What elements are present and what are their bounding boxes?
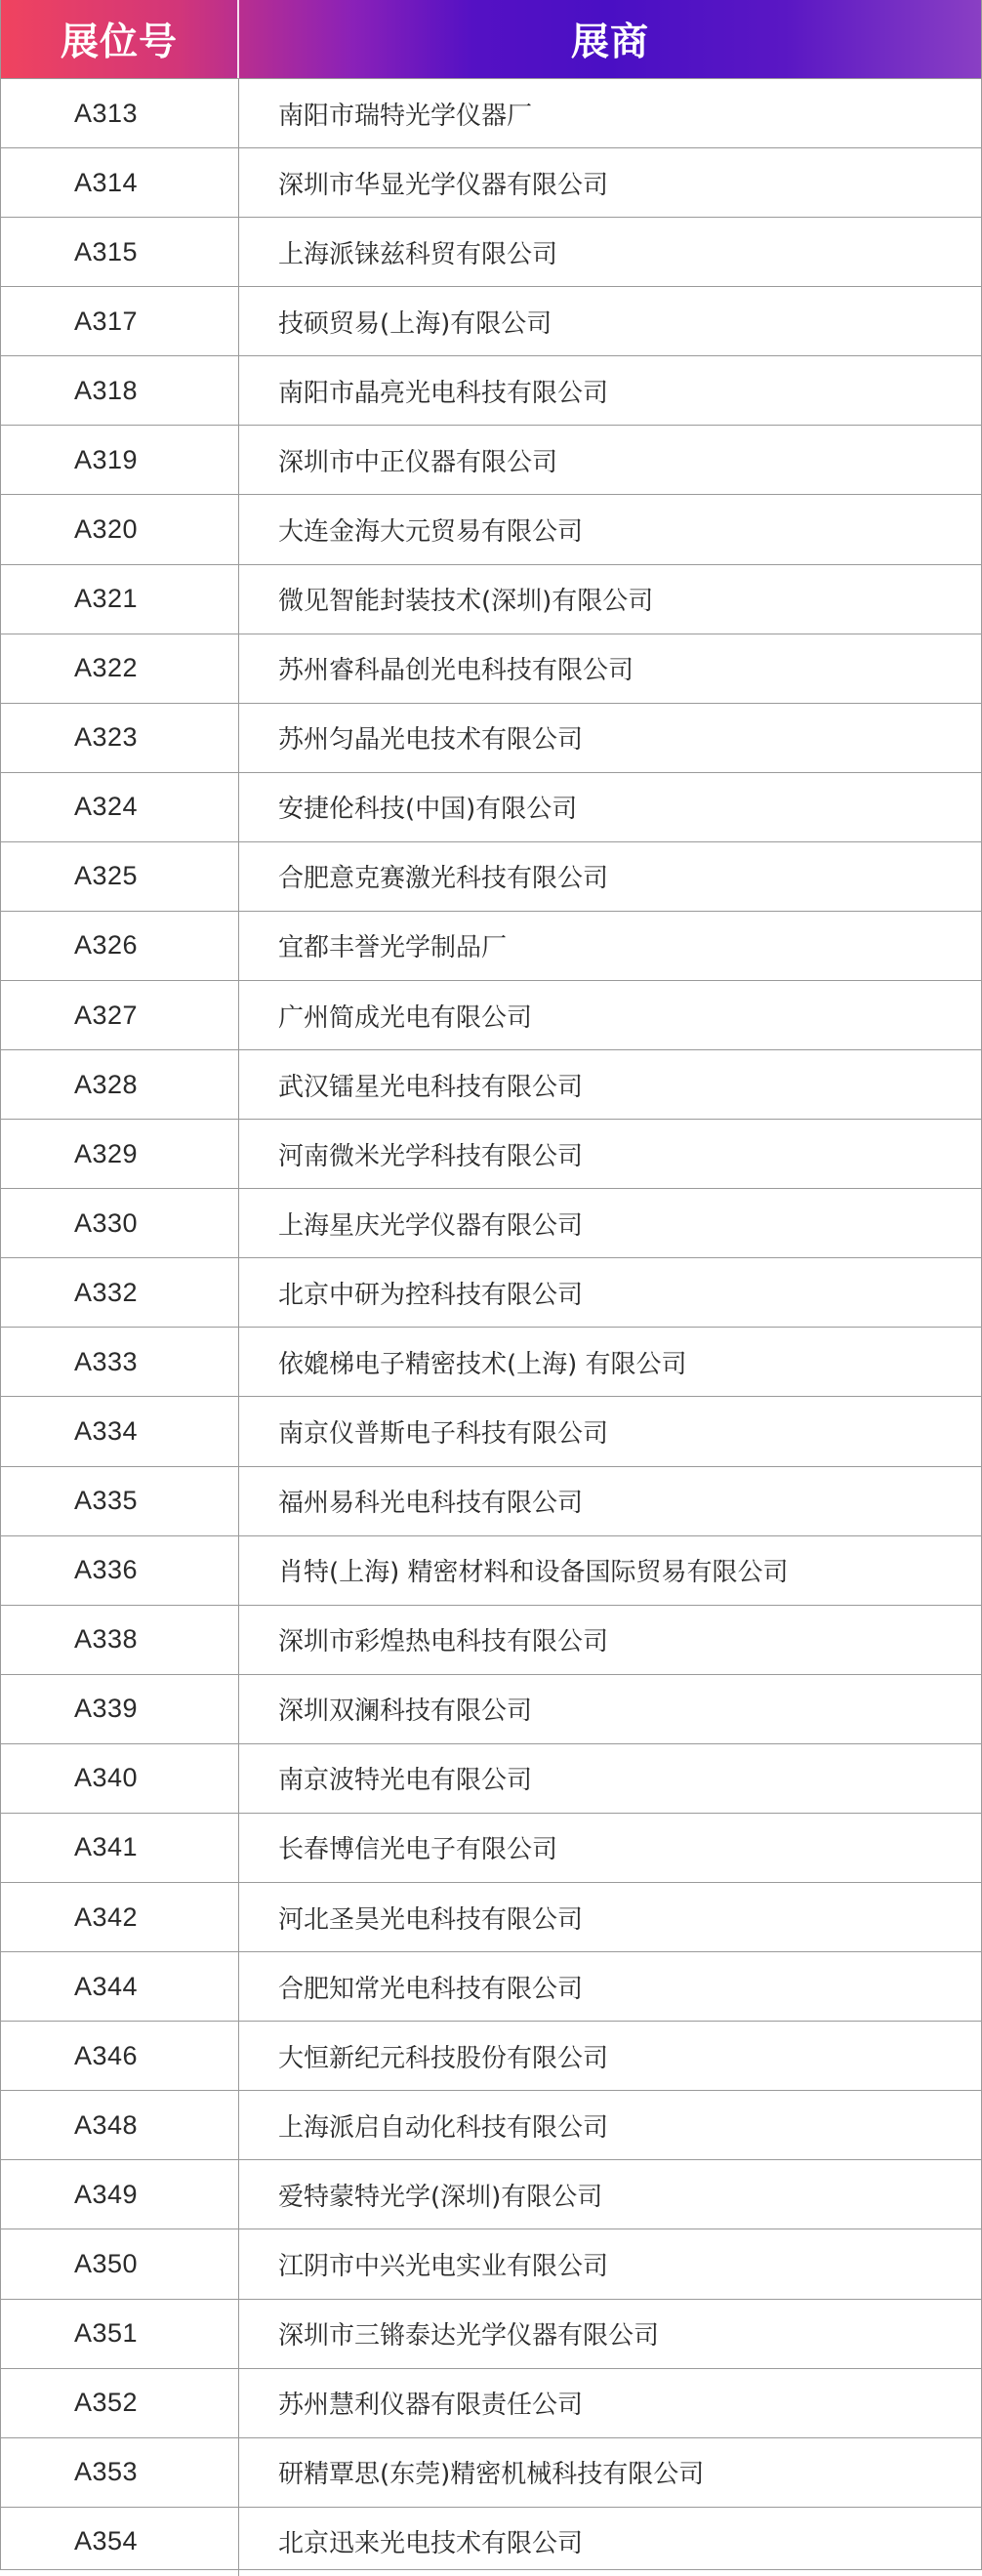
exhibitor-name: 大恒新纪元科技股份有限公司 [278,2043,609,2073]
booth-number: A344 [1,1952,239,2021]
booth-number: A315 [1,218,239,286]
booth-number: A338 [1,1606,239,1674]
booth-number: A318 [1,356,239,425]
table-row [1,2437,981,2507]
exhibitor-name: 合肥知常光电科技有限公司 [278,1974,584,2004]
booth-number: A335 [1,1467,239,1535]
table-row [1,1119,981,1188]
table-row [1,2228,981,2298]
booth-number: A321 [1,565,239,634]
exhibitor-name: 宜都丰誉光学制品厂 [278,933,508,963]
booth-number: A342 [1,1883,239,1951]
booth-number: A334 [1,1397,239,1465]
table-row [1,772,981,841]
booth-number: A340 [1,1744,239,1813]
table-row [1,217,981,286]
exhibitor-name: 技硕贸易(上海)有限公司 [278,308,552,339]
header-booth: 展位号 [1,0,239,78]
booth-number: A330 [1,1189,239,1257]
exhibitor-name: 南京仪普斯电子科技有限公司 [278,1419,609,1450]
exhibitor-name: 肖特(上海) 精密材料和设备国际贸易有限公司 [278,1558,789,1588]
booth-number: A336 [1,1536,239,1605]
booth-number: A327 [1,981,239,1049]
table-row [1,564,981,634]
exhibitor-name: 河北圣昊光电科技有限公司 [278,1904,584,1935]
table-row [1,1535,981,1605]
exhibitor-name: 深圳市华显光学仪器有限公司 [278,170,609,200]
table-row [1,494,981,563]
table-row [1,1605,981,1674]
booth-number: A352 [1,2369,239,2437]
booth-number: A328 [1,1050,239,1119]
header-exhibitor: 展商 [570,20,649,64]
booth-number: A332 [1,1258,239,1327]
table-row [1,2507,981,2576]
booth-number: A333 [1,1328,239,1396]
booth-number: A349 [1,2160,239,2228]
booth-number: A341 [1,1814,239,1882]
exhibitor-name: 武汉镭星光电科技有限公司 [278,1072,584,1102]
table-row [1,1674,981,1743]
booth-number: A314 [1,148,239,217]
table-row [1,355,981,425]
booth-number: A317 [1,287,239,355]
table-row [1,1951,981,2021]
exhibitor-name: 苏州慧利仪器有限责任公司 [278,2391,584,2421]
exhibitor-name: 河南微米光学科技有限公司 [278,1141,584,1171]
exhibitor-name: 研精覃思(东莞)精密机械科技有限公司 [278,2460,705,2490]
table-row [1,1257,981,1327]
exhibitor-name: 苏州匀晶光电技术有限公司 [278,725,584,756]
exhibitor-name: 南阳市晶亮光电科技有限公司 [278,378,609,408]
booth-number: A339 [1,1675,239,1743]
booth-number: A313 [1,79,239,147]
booth-number: A320 [1,495,239,563]
exhibitor-name: 依媲梯电子精密技术(上海) 有限公司 [278,1349,687,1379]
booth-number: A319 [1,426,239,494]
table-row [1,1882,981,1951]
exhibitor-name: 深圳市中正仪器有限公司 [278,447,558,477]
table-row [1,2368,981,2437]
exhibitor-name: 南阳市瑞特光学仪器厂 [278,101,533,131]
table-row [1,980,981,1049]
table-row [1,911,981,980]
exhibitor-name: 爱特蒙特光学(深圳)有限公司 [278,2182,603,2212]
table-row [1,634,981,703]
booth-number: A350 [1,2229,239,2298]
exhibitor-name: 深圳双澜科技有限公司 [278,1697,533,1727]
table-row [1,1188,981,1257]
exhibitor-name: 南京波特光电有限公司 [278,1766,533,1796]
table-body [1,78,981,2576]
exhibitor-name: 北京中研为控科技有限公司 [278,1280,584,1310]
exhibitor-name: 上海派铼兹科贸有限公司 [278,239,558,269]
table-row [1,1327,981,1396]
exhibitor-name: 安捷伦科技(中国)有限公司 [278,795,578,825]
booth-number: A346 [1,2022,239,2090]
exhibitor-name: 长春博信光电子有限公司 [278,1835,558,1865]
table-row [1,1396,981,1465]
table-row [1,841,981,911]
exhibitor-name: 苏州睿科晶创光电科技有限公司 [278,656,634,686]
exhibitor-name: 上海派启自动化科技有限公司 [278,2112,609,2143]
table-row [1,147,981,217]
table-row [1,78,981,147]
table-row [1,703,981,772]
exhibitor-name: 大连金海大元贸易有限公司 [278,517,584,547]
exhibitor-name: 北京迅来光电技术有限公司 [278,2529,584,2559]
table-header [1,0,981,78]
table-row [1,1466,981,1535]
exhibitor-name: 深圳市彩煌热电科技有限公司 [278,1627,609,1657]
table-row [1,1049,981,1119]
booth-number: A329 [1,1120,239,1188]
exhibitor-name: 合肥意克赛激光科技有限公司 [278,864,609,894]
booth-number: A351 [1,2300,239,2368]
exhibitor-name: 福州易科光电科技有限公司 [278,1489,584,1519]
exhibitor-name: 微见智能封装技术(深圳)有限公司 [278,587,654,617]
table-row [1,2159,981,2228]
table-row [1,286,981,355]
table-row [1,1813,981,1882]
table-row [1,425,981,494]
booth-number: A348 [1,2091,239,2159]
exhibitor-name: 深圳市三锵泰达光学仪器有限公司 [278,2321,660,2351]
booth-number: A326 [1,912,239,980]
booth-number: A323 [1,704,239,772]
booth-number: A324 [1,773,239,841]
table-row [1,2299,981,2368]
table-row [1,1743,981,1813]
booth-number: A353 [1,2438,239,2507]
booth-number: A354 [1,2508,239,2576]
exhibitor-name: 上海星庆光学仪器有限公司 [278,1210,584,1241]
exhibitor-name: 江阴市中兴光电实业有限公司 [278,2251,609,2281]
booth-number: A322 [1,634,239,703]
table-row [1,2021,981,2090]
exhibitor-name: 广州简成光电有限公司 [278,1002,533,1033]
table-row [1,2090,981,2159]
booth-number: A325 [1,842,239,911]
